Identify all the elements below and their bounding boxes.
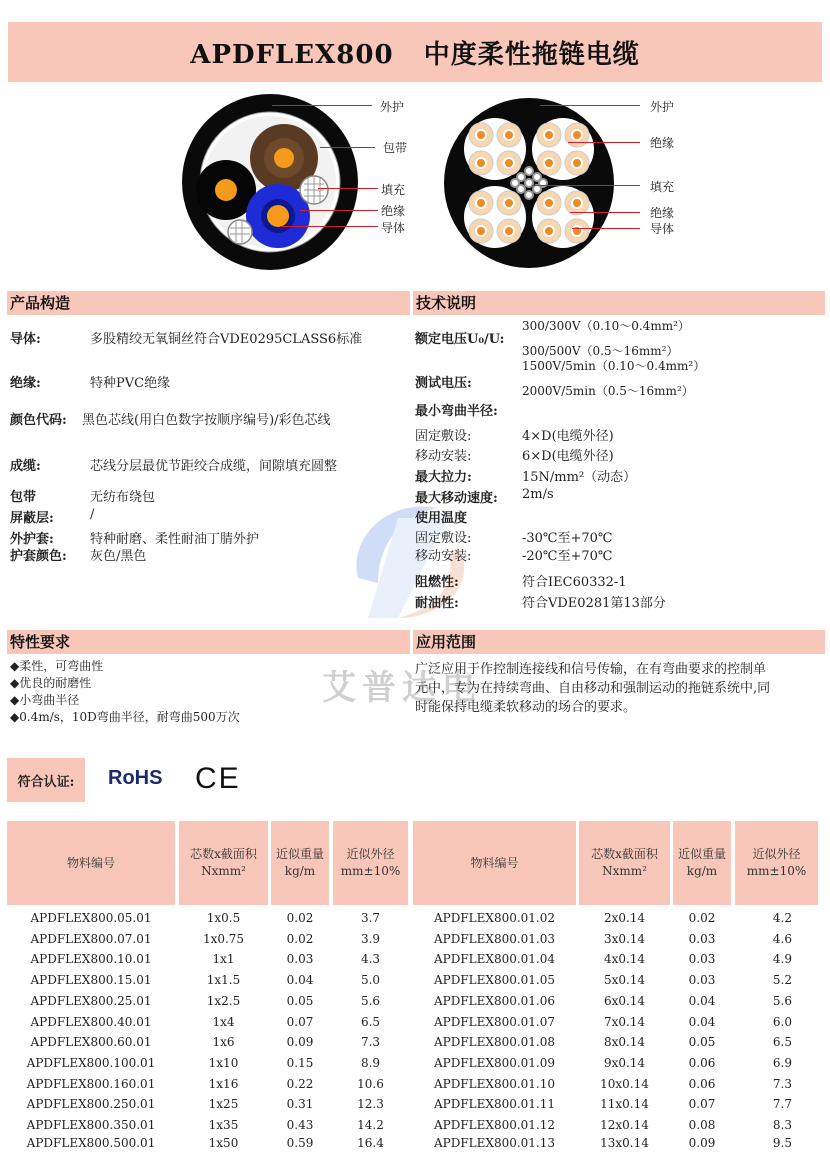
table-cell: 1x6	[212, 1035, 235, 1049]
core-conductor	[572, 158, 582, 168]
core-conductor	[572, 130, 582, 140]
table-cell: APDFLEX800.250.01	[26, 1097, 156, 1111]
table-cell: APDFLEX800.40.01	[30, 1015, 152, 1029]
core-conductor	[504, 130, 514, 140]
table-cell: 3.9	[360, 932, 381, 946]
feature-item: ◆0.4m/s，10D弯曲半径，耐弯曲500万次	[10, 710, 240, 724]
construction-value: 灰色/黑色	[90, 549, 147, 564]
callout-label-sheath: 外护	[650, 100, 675, 114]
table-cell: 0.09	[688, 1136, 716, 1150]
table-cell: 11x0.14	[600, 1097, 649, 1111]
core-conductor	[544, 226, 554, 236]
mobile-install-label: 移动安装:	[415, 449, 472, 464]
oil-label: 耐油性:	[415, 596, 459, 611]
title-bar	[8, 22, 822, 82]
construction-value: 无纺布绕包	[90, 490, 156, 505]
table-cell: 0.31	[286, 1097, 314, 1111]
table-header-text	[276, 846, 324, 880]
table-cell: APDFLEX800.01.06	[433, 994, 556, 1008]
construction-value: 黑色芯线(用白色数字按顺序编号)/彩色芯线	[82, 413, 331, 428]
table-cell: 0.22	[286, 1077, 314, 1091]
callout-line	[320, 147, 375, 148]
diamond-bullet-icon: ◆	[10, 710, 20, 724]
table-cell: APDFLEX800.60.01	[30, 1035, 152, 1049]
table-cell: 0.07	[688, 1097, 716, 1111]
table-cell: 0.59	[286, 1136, 314, 1150]
core-conductor	[476, 198, 486, 208]
construction-label: 导体:	[10, 332, 41, 347]
cable-cross-section-multi-core	[443, 97, 615, 269]
table-cell: 3.7	[360, 911, 381, 925]
construction-label: 成缆:	[10, 459, 41, 474]
table-cell: APDFLEX800.01.07	[433, 1015, 556, 1029]
table-cell: 0.03	[286, 952, 314, 966]
table-cell: APDFLEX800.01.03	[433, 932, 556, 946]
table-cell: 5x0.14	[603, 973, 646, 987]
callout-label-conductor: 导体	[650, 222, 675, 236]
rated-voltage-value-2: 300/500V（0.5～16mm²）	[522, 344, 679, 358]
table-cell: 1x25	[208, 1097, 239, 1111]
table-cell: 1x1	[212, 952, 235, 966]
table-header-right-2	[673, 821, 731, 905]
max-speed-value: 2m/s	[522, 487, 554, 502]
table-cell: 10.6	[357, 1077, 384, 1091]
callout-line	[272, 105, 372, 106]
table-cell: APDFLEX800.07.01	[30, 932, 152, 946]
table-cell: APDFLEX800.01.05	[433, 973, 556, 987]
table-cell: 6.0	[772, 1015, 792, 1029]
feature-item: ◆优良的耐磨性	[10, 676, 92, 690]
oil-value: 符合VDE0281第13部分	[522, 596, 666, 611]
section-head-application: 应用范围	[413, 630, 825, 654]
table-cell: APDFLEX800.10.01	[30, 952, 152, 966]
table-cell: 0.05	[286, 994, 314, 1008]
callout-line	[568, 142, 640, 143]
temp-mobile-value: -20℃至+70℃	[522, 549, 613, 564]
table-cell: 0.04	[688, 1015, 716, 1029]
table-cell: APDFLEX800.25.01	[30, 994, 152, 1008]
table-cell: 4.6	[772, 932, 792, 946]
table-header-line: 芯数x截面积	[591, 847, 658, 861]
table-cell: 5.2	[772, 973, 792, 987]
cable-cross-section-single-core	[180, 92, 360, 272]
fixed-install-label: 固定敷设:	[415, 429, 472, 444]
diamond-bullet-icon: ◆	[10, 659, 20, 673]
table-cell: 1x2.5	[206, 994, 241, 1008]
core-conductor	[476, 130, 486, 140]
table-cell: 0.15	[286, 1056, 314, 1070]
table-header-text	[341, 846, 400, 880]
test-voltage-value-2: 2000V/5min（0.5～16mm²）	[522, 384, 694, 398]
application-line: 时能保持电缆柔软移动的场合的要求。	[415, 700, 637, 715]
callout-label-filler: 填充	[381, 183, 406, 197]
table-cell: 8x0.14	[603, 1035, 646, 1049]
callout-line	[280, 226, 378, 227]
table-cell: 8.3	[772, 1118, 792, 1132]
rohs-logo: RoHS	[108, 767, 163, 789]
table-cell: APDFLEX800.160.01	[26, 1077, 156, 1091]
table-cell: 9x0.14	[603, 1056, 646, 1070]
ce-mark-icon: CE	[195, 762, 241, 795]
table-cell: 0.03	[688, 952, 716, 966]
mobile-install-value: 6×D(电缆外径)	[522, 449, 614, 464]
construction-value: 多股精绞无氧铜丝符合VDE0295CLASS6标准	[90, 332, 363, 347]
filler-strand	[525, 167, 533, 175]
table-cell: 9.5	[772, 1136, 792, 1150]
table-cell: 1x50	[208, 1136, 239, 1150]
temperature-label: 使用温度	[415, 511, 468, 526]
fixed-install-value: 4×D(电缆外径)	[522, 429, 614, 444]
callout-label-filler: 填充	[650, 180, 675, 194]
certification-label: 符合认证:	[17, 774, 75, 790]
construction-label: 包带	[10, 490, 37, 505]
table-cell: 8.9	[360, 1056, 381, 1070]
table-cell: 7x0.14	[603, 1015, 646, 1029]
table-cell: 12x0.14	[600, 1118, 649, 1132]
table-cell: 10x0.14	[600, 1077, 649, 1091]
test-voltage-label: 测试电压:	[415, 376, 472, 391]
flame-label: 阻燃性:	[415, 575, 459, 590]
table-cell: APDFLEX800.350.01	[26, 1118, 156, 1132]
table-header-left-1	[179, 821, 268, 905]
table-cell: 7.3	[360, 1035, 381, 1049]
table-cell: 16.4	[357, 1136, 384, 1150]
table-cell: 7.3	[772, 1077, 792, 1091]
table-cell: 3x0.14	[603, 932, 646, 946]
table-header-text	[470, 855, 518, 872]
core-conductor	[544, 198, 554, 208]
table-header-line: 物料编号	[66, 855, 115, 870]
diamond-bullet-icon: ◆	[10, 693, 20, 707]
table-cell: 0.09	[286, 1035, 314, 1049]
table-cell: 1x4	[212, 1015, 235, 1029]
rated-voltage-value-1: 300/300V（0.10～0.4mm²）	[522, 319, 690, 333]
table-cell: 1x0.5	[206, 911, 241, 925]
core-conductor	[504, 226, 514, 236]
table-header-text	[67, 855, 115, 872]
table-cell: 1x16	[208, 1077, 239, 1091]
flame-value: 符合IEC60332-1	[522, 575, 627, 590]
table-cell: 0.04	[688, 994, 716, 1008]
callout-line	[318, 188, 378, 189]
table-cell: 0.02	[688, 911, 716, 925]
table-header-line: 近似外径	[752, 847, 801, 861]
table-cell: 13x0.14	[600, 1136, 649, 1150]
construction-label: 护套颜色:	[10, 549, 67, 564]
table-header-unit: mm±10%	[746, 864, 807, 878]
max-tension-value: 15N/mm²（动态）	[522, 470, 637, 485]
diamond-bullet-icon: ◆	[10, 676, 20, 690]
rated-voltage-label: 额定电压U₀/U:	[415, 332, 505, 347]
callout-line	[300, 210, 378, 211]
feature-item: ◆柔性，可弯曲性	[10, 659, 104, 673]
table-cell: 0.04	[286, 973, 314, 987]
callout-label-insulation: 绝缘	[650, 206, 675, 220]
table-cell: 14.2	[357, 1118, 384, 1132]
section-head-technical: 技术说明	[413, 291, 825, 315]
core-conductor	[504, 198, 514, 208]
core-conductor	[476, 226, 486, 236]
callout-label-insulation: 绝缘	[650, 136, 675, 150]
table-cell: 6.5	[360, 1015, 381, 1029]
construction-label: 绝缘:	[10, 376, 41, 391]
feature-item: ◆小弯曲半径	[10, 693, 80, 707]
section-head-features: 特性要求	[7, 630, 410, 654]
construction-value: 特种耐磨、柔性耐油丁腈外护	[90, 532, 260, 547]
table-header-line: 近似重量	[275, 847, 324, 861]
core-conductor	[504, 158, 514, 168]
table-header-unit: Nxmm²	[201, 864, 246, 878]
application-line: 广泛应用于作控制连接线和信号传输，在有弯曲要求的控制单	[415, 662, 767, 677]
table-cell: 0.03	[688, 973, 716, 987]
table-cell: 4.2	[772, 911, 792, 925]
table-header-left-0	[7, 821, 175, 905]
watermark-text: 艾普达电	[322, 668, 482, 708]
construction-label: 屏蔽层:	[10, 511, 54, 526]
table-header-unit: Nxmm²	[602, 864, 647, 878]
page-title: APDFLEX800 中度柔性拖链电缆	[190, 39, 640, 70]
table-header-unit: mm±10%	[340, 864, 401, 878]
table-cell: APDFLEX800.500.01	[26, 1136, 156, 1150]
table-header-right-3	[735, 821, 818, 905]
table-header-line: 芯数x截面积	[190, 847, 257, 861]
table-header-unit: kg/m	[686, 864, 718, 878]
table-header-right-1	[579, 821, 670, 905]
table-header-right-0	[413, 821, 576, 905]
table-cell: 5.0	[360, 973, 381, 987]
callout-label-conductor: 导体	[381, 221, 406, 235]
filler-strand	[511, 179, 519, 187]
construction-label: 颜色代码:	[10, 413, 67, 428]
core-conductor	[544, 158, 554, 168]
table-cell: APDFLEX800.100.01	[26, 1056, 156, 1070]
table-cell: APDFLEX800.15.01	[30, 973, 152, 987]
table-cell: 4.9	[772, 952, 792, 966]
table-header-text	[591, 846, 658, 880]
test-voltage-value-1: 1500V/5min（0.10～0.4mm²）	[522, 359, 706, 373]
table-cell: 0.03	[688, 932, 716, 946]
callout-label-tape: 包带	[383, 141, 408, 155]
table-cell: 4x0.14	[603, 952, 646, 966]
core-conductor	[544, 130, 554, 140]
construction-value: /	[90, 507, 95, 522]
table-cell: 6.5	[772, 1035, 792, 1049]
table-cell: 0.06	[688, 1056, 716, 1070]
table-header-text	[190, 846, 257, 880]
table-header-text	[678, 846, 726, 880]
table-cell: 2x0.14	[603, 911, 646, 925]
temp-mobile-label: 移动安装:	[415, 549, 472, 564]
application-line: 元中，专为在持续弯曲、自由移动和强制运动的拖链系统中,同	[415, 681, 771, 696]
table-header-text	[747, 846, 806, 880]
core-conductor	[476, 158, 486, 168]
certification-label-box	[7, 758, 85, 802]
callout-line	[572, 228, 640, 229]
max-tension-label: 最大拉力:	[415, 470, 472, 485]
table-cell: 5.6	[360, 994, 381, 1008]
table-cell: 0.43	[286, 1118, 314, 1132]
callout-line	[540, 105, 640, 106]
table-cell: APDFLEX800.01.02	[433, 911, 556, 925]
table-cell: 0.05	[688, 1035, 716, 1049]
table-cell: 7.7	[772, 1097, 792, 1111]
table-header-line: 近似外径	[346, 847, 395, 861]
table-cell: APDFLEX800.01.13	[433, 1136, 556, 1150]
temp-fixed-value: -30℃至+70℃	[522, 531, 613, 546]
table-cell: 0.07	[286, 1015, 314, 1029]
table-header-line: 近似重量	[677, 847, 726, 861]
table-cell: 12.3	[357, 1097, 384, 1111]
table-header-unit: kg/m	[284, 864, 316, 878]
table-cell: 0.02	[286, 932, 314, 946]
callout-line	[570, 212, 640, 213]
table-cell: 6x0.14	[603, 994, 646, 1008]
table-cell: APDFLEX800.05.01	[30, 911, 152, 925]
callout-label-sheath: 外护	[380, 100, 405, 114]
table-cell: 1x1.5	[206, 973, 241, 987]
temp-fixed-label: 固定敷设:	[415, 531, 472, 546]
construction-label: 外护套:	[10, 532, 54, 547]
table-cell: APDFLEX800.01.09	[433, 1056, 556, 1070]
table-cell: 1x35	[208, 1118, 239, 1132]
table-cell: 0.08	[688, 1118, 716, 1132]
core-conductor	[572, 198, 582, 208]
table-cell: APDFLEX800.01.04	[433, 952, 556, 966]
table-cell: 1x0.75	[202, 932, 245, 946]
section-head-construction: 产品构造	[7, 291, 410, 315]
table-header-line: 物料编号	[470, 855, 519, 870]
table-cell: 4.3	[360, 952, 381, 966]
table-header-left-3	[333, 821, 408, 905]
table-cell: 0.06	[688, 1077, 716, 1091]
table-header-left-2	[271, 821, 329, 905]
construction-value: 芯线分层最优节距绞合成缆，间隙填充圆整	[90, 459, 338, 474]
max-speed-label: 最大移动速度:	[415, 491, 498, 506]
table-cell: 0.02	[286, 911, 314, 925]
callout-label-insulation: 绝缘	[381, 204, 406, 218]
filler-strand	[525, 191, 533, 199]
table-cell: APDFLEX800.01.12	[433, 1118, 556, 1132]
callout-line	[532, 185, 640, 186]
bend-radius-label: 最小弯曲半径:	[415, 404, 498, 419]
table-cell: APDFLEX800.01.08	[433, 1035, 556, 1049]
construction-value: 特种PVC绝缘	[90, 376, 171, 391]
table-cell: 5.6	[772, 994, 792, 1008]
table-cell: 1x10	[208, 1056, 239, 1070]
table-cell: APDFLEX800.01.11	[433, 1097, 556, 1111]
table-cell: APDFLEX800.01.10	[433, 1077, 556, 1091]
table-cell: 6.9	[772, 1056, 792, 1070]
